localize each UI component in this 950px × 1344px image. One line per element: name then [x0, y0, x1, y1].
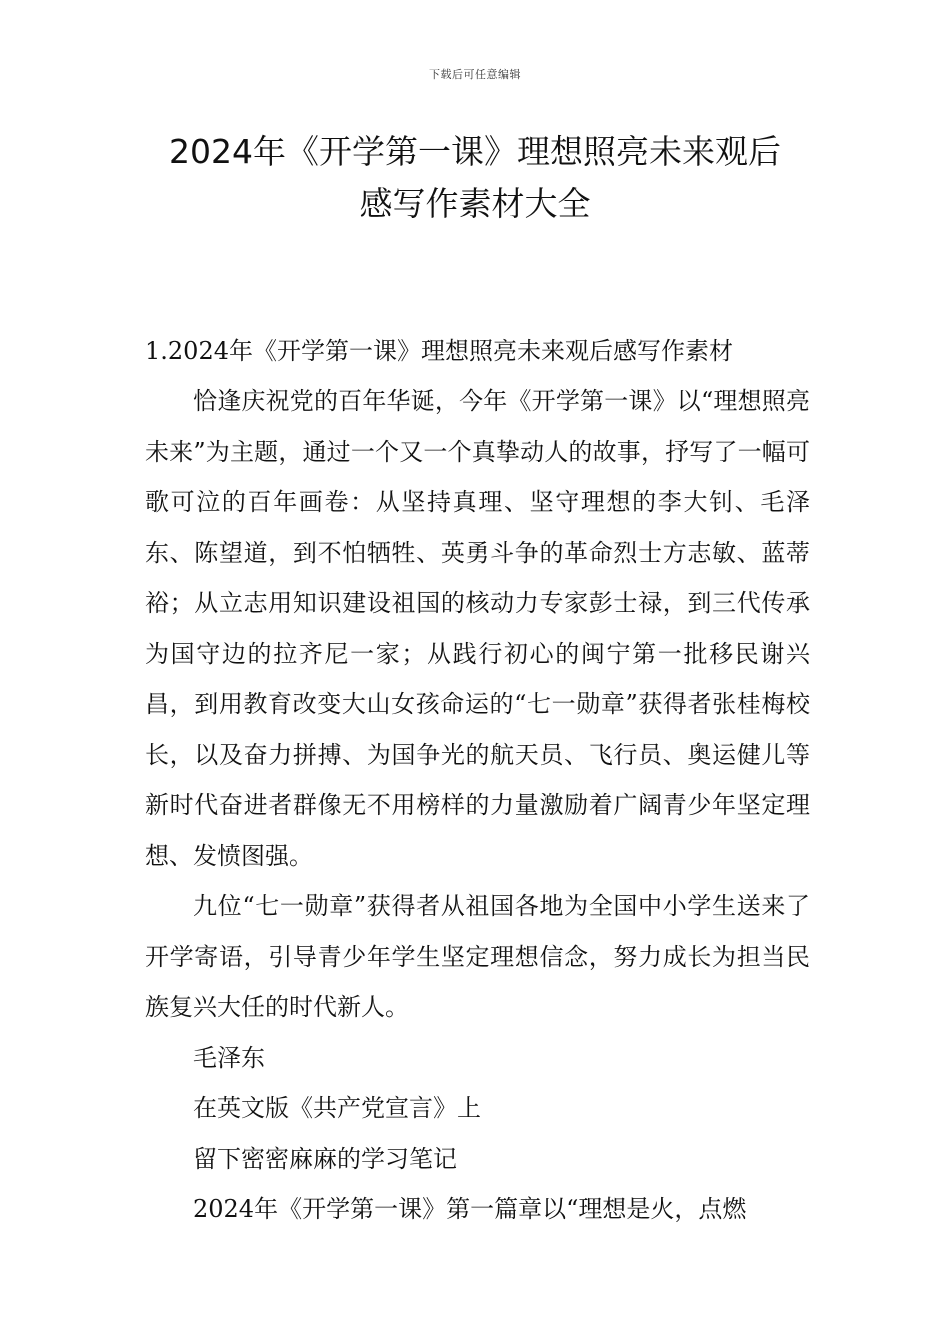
title-line-2: 感写作素材大全: [359, 184, 591, 223]
text-line-4: 2024年《开学第一课》第一篇章以“理想是火，点燃: [193, 1195, 747, 1223]
title-line-1: 2024年《开学第一课》理想照亮未来观后: [169, 132, 781, 171]
text-line-2: 在英文版《共产党宣言》上: [193, 1094, 481, 1122]
paragraph-2: 九位“七一勋章”获得者从祖国各地为全国中小学生送来了开学寄语，引导青少年学生坚定理想信念，努力成长为担当民族复兴大任的时代新人。: [145, 892, 810, 1021]
document-body: [145, 376, 810, 1235]
section-heading: 1.2024年《开学第一课》理想照亮未来观后感写作素材: [145, 337, 733, 365]
document-title: [120, 126, 830, 230]
text-line-3: 留下密密麻麻的学习笔记: [193, 1144, 457, 1173]
text-line-1: 毛泽东: [193, 1043, 265, 1072]
paragraph-1: 恰逢庆祝党的百年华诞，今年《开学第一课》以“理想照亮未来”为主题，通过一个又一个真挚动人的故事，抒写了一幅可歌可泣的百年画卷：从坚持真理、坚守理想的李大钊、毛泽东、陈望道，到不怕牺牲、英勇斗争的革命烈士方志敏、蓝蒂裕；从立志用知识建设祖国的核动力专家彭士禄，到三代传承为国守边的拉齐尼一家；从践行初心的闽宁第一批移民谢兴昌，到用教育改变大山女孩命运的“七一勋章”获得者张桂梅校长，以及奋力拼搏、为国争光的航天员、飞行员、奥运健儿等新时代奋进者群像无不用榜样的力量激励着广阔青少年坚定理想、发愤图强。: [145, 387, 810, 870]
header-note: 下载后可任意编辑: [429, 68, 521, 81]
